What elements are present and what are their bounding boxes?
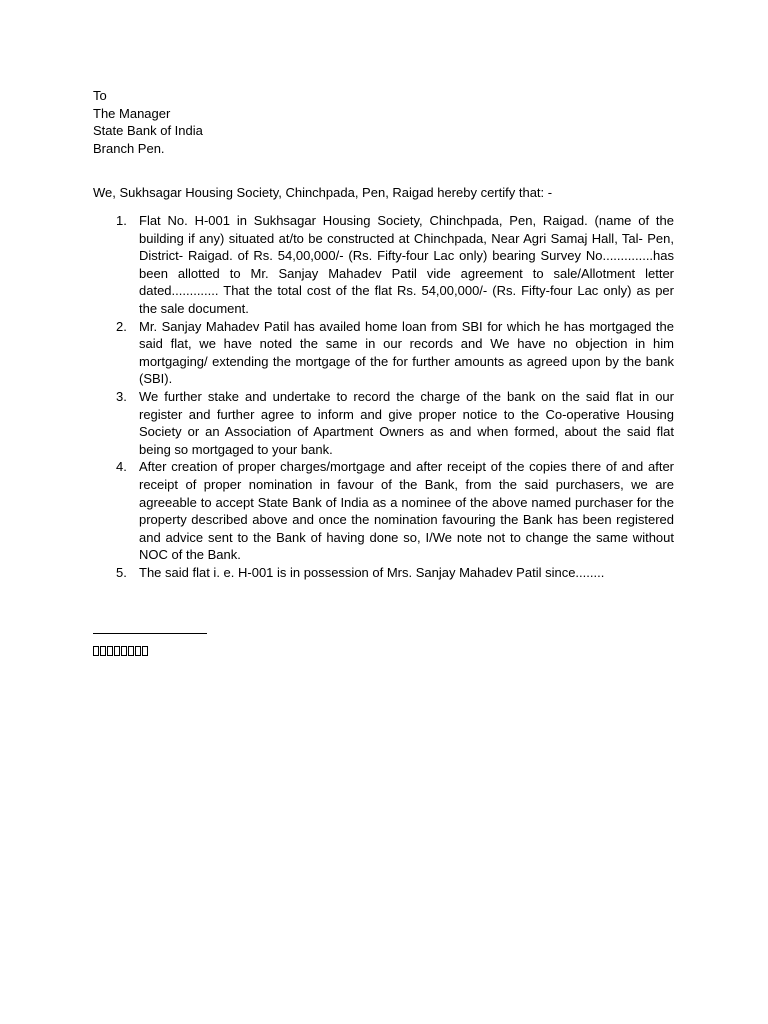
clause-item [93,564,674,582]
clause-text: Mr. Sanjay Mahadev Patil has availed home loan from SBI for which he has mortgaged the said flat, we have noted the same in our records and We have no objection in him mortgaging/ extending the mortgage of the for further amounts as agreed upon by the bank (SBI). [139,318,674,387]
clause-number: 1. [116,213,127,228]
address-branch: Branch Pen. [93,140,165,156]
clause-number: 5. [116,564,127,580]
clause-text: We further stake and undertake to record the charge of the bank on the said flat in our register and further agree to inform and give proper notice to the Co-operative Housing Society or an Association of Apartment Owners as and when formed, about the said flat being so mortgaged to your bank. [139,388,674,457]
missing-glyph-box [93,646,99,656]
missing-glyph-box [128,646,134,656]
clause-item [93,388,674,458]
clause-item [93,458,674,564]
clause-item [93,318,674,388]
clause-number: 4. [116,459,127,475]
missing-glyph-box [135,646,141,656]
missing-glyph-box [107,646,113,656]
clause-text: After creation of proper charges/mortgage and after receipt of the copies there of and after receipt of proper nomination in favour of the Bank, from the said purchasers, we are agreeable to accept State Bank of India as a nominee of the above named purchaser for the property described above and once the nomination favouring the Bank has been registered and advice sent to the Bank of having done so, I/We note not to change the same without NOC of the Bank. [139,459,674,563]
address-manager: The Manager [93,105,171,121]
recipient-address [93,87,203,157]
signature-placeholder-glyphs [93,646,148,656]
signature-line [93,633,207,634]
missing-glyph-box [114,646,120,656]
missing-glyph-box [142,646,148,656]
clause-text: The said flat i. e. H-001 is in possession of Mrs. Sanjay Mahadev Patil since........ [139,564,605,580]
clause-item [93,212,674,318]
clause-number: 3. [116,388,127,404]
certification-clauses [93,212,674,581]
missing-glyph-box [121,646,127,656]
address-bank: State Bank of India [93,123,203,139]
address-to: To [93,88,107,103]
certification-intro: We, Sukhsagar Housing Society, Chinchpada, Pen, Raigad hereby certify that: - [93,185,553,200]
clause-number: 2. [116,318,127,334]
missing-glyph-box [100,646,106,656]
clause-text: Flat No. H-001 in Sukhsagar Housing Society, Chinchpada, Pen, Raigad. (name of the building if any) situated at/to be constructed at Chinchpada, Near Agri Samaj Hall, Tal- Pen, District- Raigad. of Rs. 54,00,000/- (Rs. Fifty-four Lac only) bearing Survey No..............has been allotted to Mr. Sanjay Mahadev Patil vide agreement to sale/Allotment letter dated............. That the total cost of the flat Rs. 54,00,000/- (Rs. Fifty-four Lac only) as per the sale document. [139,213,674,316]
